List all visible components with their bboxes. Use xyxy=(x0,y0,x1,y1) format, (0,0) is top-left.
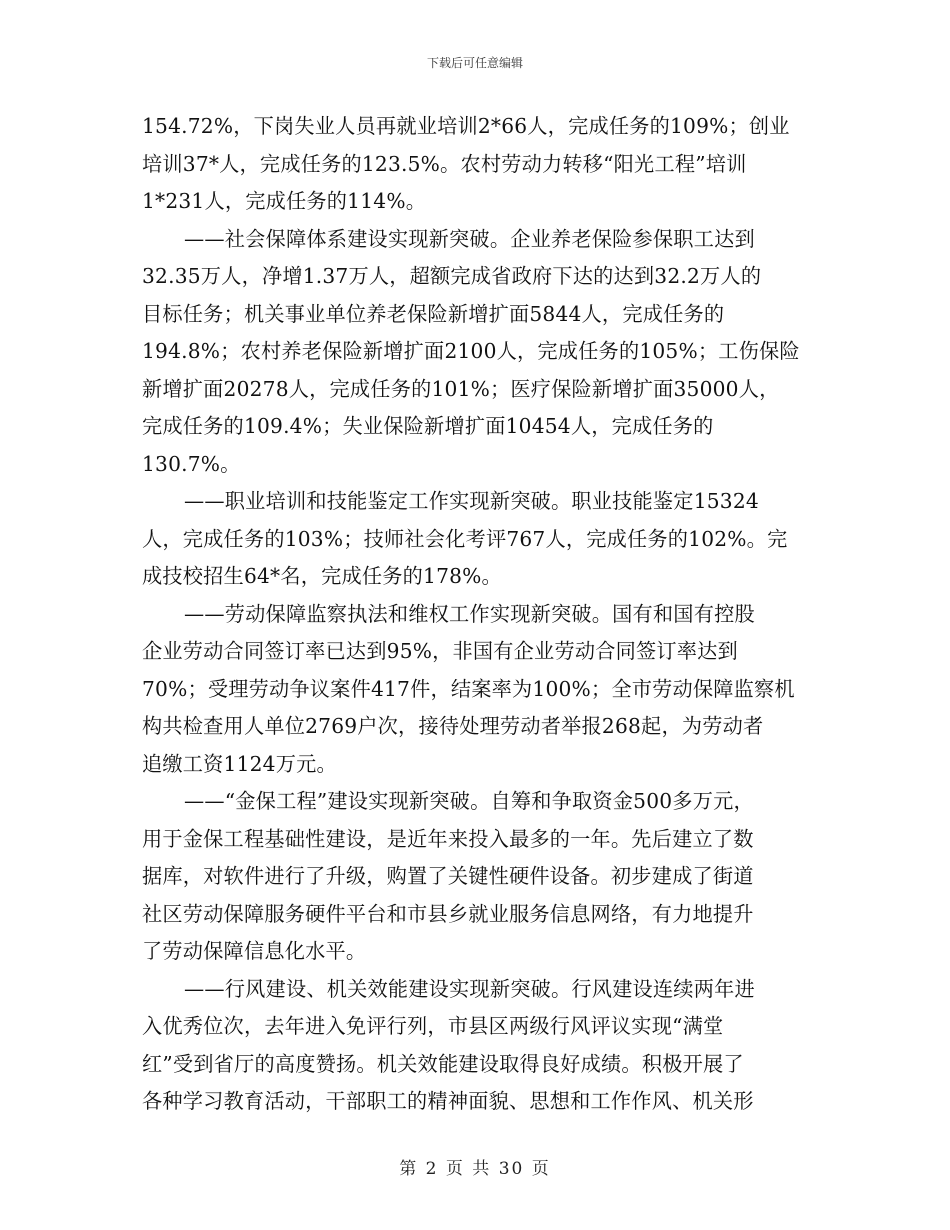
paragraph-start-labor-inspection: ——劳动保障监察执法和维权工作实现新突破。国有和国有控股 xyxy=(184,601,755,626)
text-line: 130.7%。 xyxy=(142,451,241,476)
text-line: 32.35万人，净增1.37万人，超额完成省政府下达的达到32.2万人的 xyxy=(142,264,762,288)
text-line: 企业劳动合同签订率已达到95%，非国有企业劳动合同签订率达到 xyxy=(142,639,738,663)
text-line: 社区劳动保障服务硬件平台和市县乡就业服务信息网络，有力地提升 xyxy=(142,901,754,926)
page-number-footer: 第 2 页 共 30 页 xyxy=(399,1159,551,1179)
page-header-note: 下载后可任意编辑 xyxy=(426,56,523,70)
text-line: 红”受到省厅的高度赞扬。机关效能建设取得良好成绩。积极开展了 xyxy=(142,1051,744,1076)
text-line: 了劳动保障信息化水平。 xyxy=(142,939,367,963)
text-line: 培训37*人，完成任务的123.5%。农村劳动力转移“阳光工程”培训 xyxy=(142,151,747,176)
text-line: 新增扩面20278人，完成任务的101%；医疗保险新增扩面35000人， xyxy=(142,376,780,401)
document-body xyxy=(142,108,810,1121)
text-line: 完成任务的109.4%；失业保险新增扩面10454人，完成任务的 xyxy=(142,414,714,438)
text-line: 人，完成任务的103%；技师社会化考评767人，完成任务的102%。完 xyxy=(142,526,788,551)
text-line: 构共检查用人单位2769户次，接待处理劳动者举报268起，为劳动者 xyxy=(142,714,764,738)
text-line: 194.8%；农村养老保险新增扩面2100人，完成任务的105%；工伤保险 xyxy=(142,339,800,363)
text-line: 据库，对软件进行了升级，购置了关键性硬件设备。初步建成了街道 xyxy=(142,864,754,888)
text-line: 154.72%，下岗失业人员再就业培训2*66人，完成任务的109%；创业 xyxy=(142,114,790,138)
text-line: 用于金保工程基础性建设，是近年来投入最多的一年。先后建立了数 xyxy=(142,826,754,851)
text-line: 目标任务；机关事业单位养老保险新增扩面5844人，完成任务的 xyxy=(142,301,725,326)
text-line: 入优秀位次，去年进入免评行列，市县区两级行风评议实现“满堂 xyxy=(142,1014,724,1038)
text-line: 70%；受理劳动争议案件417件，结案率为100%；全市劳动保障监察机 xyxy=(142,676,795,701)
text-line: 追缴工资1124万元。 xyxy=(142,751,337,776)
text-line: 各种学习教育活动，干部职工的精神面貌、思想和工作作风、机关形 xyxy=(142,1089,754,1113)
paragraph-start-golden-security-project: ——“金保工程”建设实现新突破。自筹和争取资金500多万元， xyxy=(184,789,754,813)
paragraph-start-conduct-efficiency: ——行风建设、机关效能建设实现新突破。行风建设连续两年进 xyxy=(184,976,755,1001)
paragraph-start-social-security: ——社会保障体系建设实现新突破。企业养老保险参保职工达到 xyxy=(184,226,755,251)
paragraph-start-vocational-training: ——职业培训和技能鉴定工作实现新突破。职业技能鉴定15324 xyxy=(184,489,759,513)
text-line: 1*231人，完成任务的114%。 xyxy=(142,189,427,213)
text-line: 成技校招生64*名，完成任务的178%。 xyxy=(142,564,502,588)
